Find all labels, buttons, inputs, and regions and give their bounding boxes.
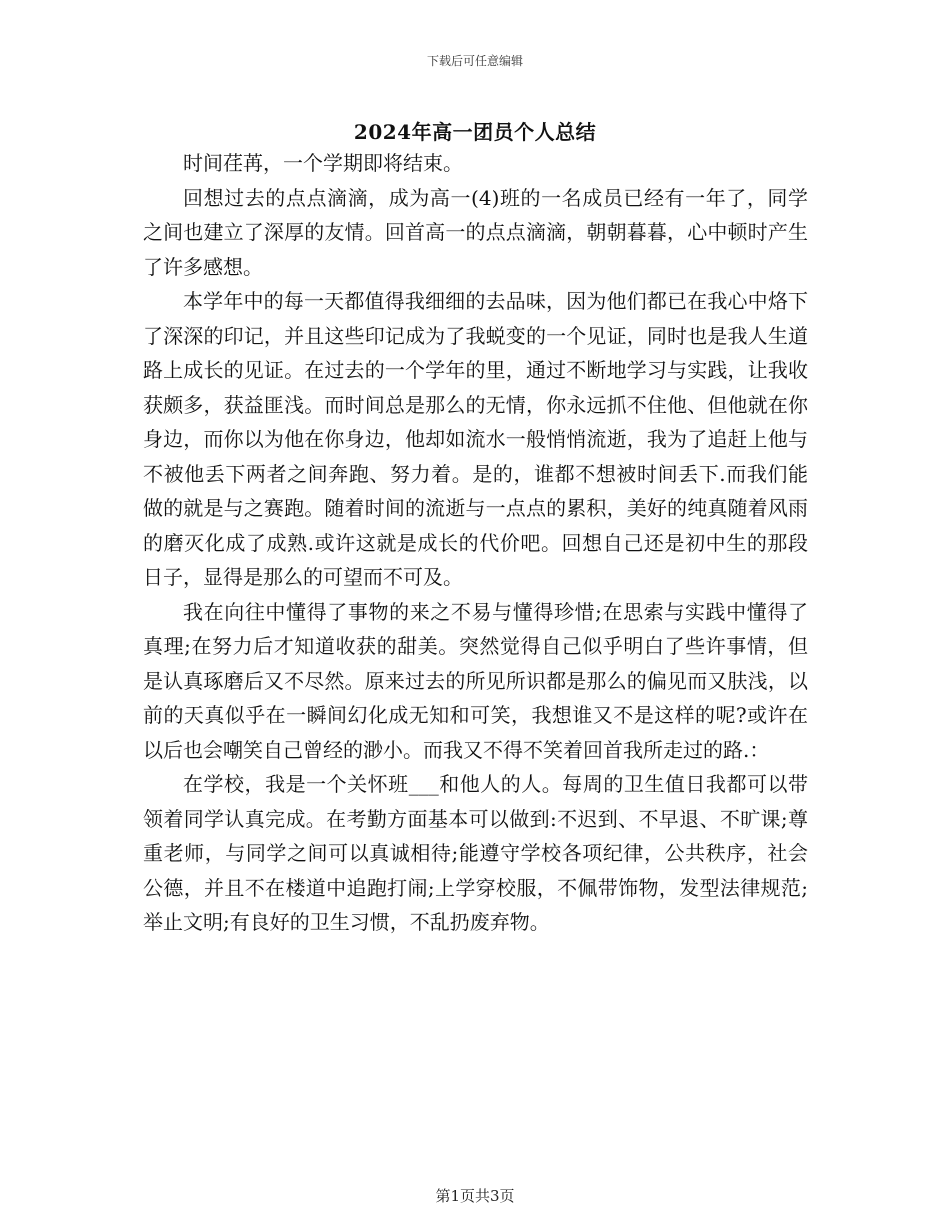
paragraph: 时间荏苒，一个学期即将结束。 — [183, 151, 463, 175]
document-body — [143, 146, 808, 940]
paragraph: 本学年中的每一天都值得我细细的去品味，因为他们都已在我心中烙下了深深的印记，并且这些印记成为了我蜕变的一个见证，同时也是我人生道路上成长的见证。在过去的一个学年的里，通过不断地学习与实践，让我收获颇多，获益匪浅。而时间总是那么的无情，你永远抓不住他、但他就在你身边，而你以为他在你身边，他却如流水一般悄悄流逝，我为了追赶上他与不被他丢下两者之间奔跑、努力着。是的，谁都不想被时间丢下.而我们能做的就是与之赛跑。随着时间的流逝与一点点的累积，美好的纯真随着风雨的磨灭化成了成熟.或许这就是成长的代价吧。回想自己还是初中生的那段日子，显得是那么的可望而不可及。 — [143, 289, 808, 589]
header-note: 下载后可任意编辑 — [426, 54, 523, 68]
page-footer: 第1页共3页 — [435, 1187, 515, 1205]
paragraph: 在学校，我是一个关怀班___和他人的人。每周的卫生值日我都可以带领着同学认真完成。在考勤方面基本可以做到:不迟到、不早退、不旷课;尊重老师，与同学之间可以真诚相待;能遵守学校各项纪律，公共秩序，社会公德，并且不在楼道中追跑打闹;上学穿校服，不佩带饰物，发型法律规范;举止文明;有良好的卫生习惯，不乱扔废弃物。 — [143, 772, 808, 934]
document-title: 2024年高一团员个人总结 — [353, 120, 597, 144]
paragraph: 我在向往中懂得了事物的来之不易与懂得珍惜;在思索与实践中懂得了真理;在努力后才知道收获的甜美。突然觉得自己似乎明白了些许事情，但是认真琢磨后又不尽然。原来过去的所见所识都是那么的偏见而又肤浅，以前的天真似乎在一瞬间幻化成无知和可笑，我想谁又不是这样的呢?或许在以后也会嘲笑自己曾经的渺小。而我又不得不笑着回首我所走过的路.： — [143, 599, 808, 762]
paragraph: 回想过去的点点滴滴，成为高一(4)班的一名成员已经有一年了，同学之间也建立了深厚的友情。回首高一的点点滴滴，朝朝暮暮，心中顿时产生了许多感想。 — [143, 185, 808, 279]
